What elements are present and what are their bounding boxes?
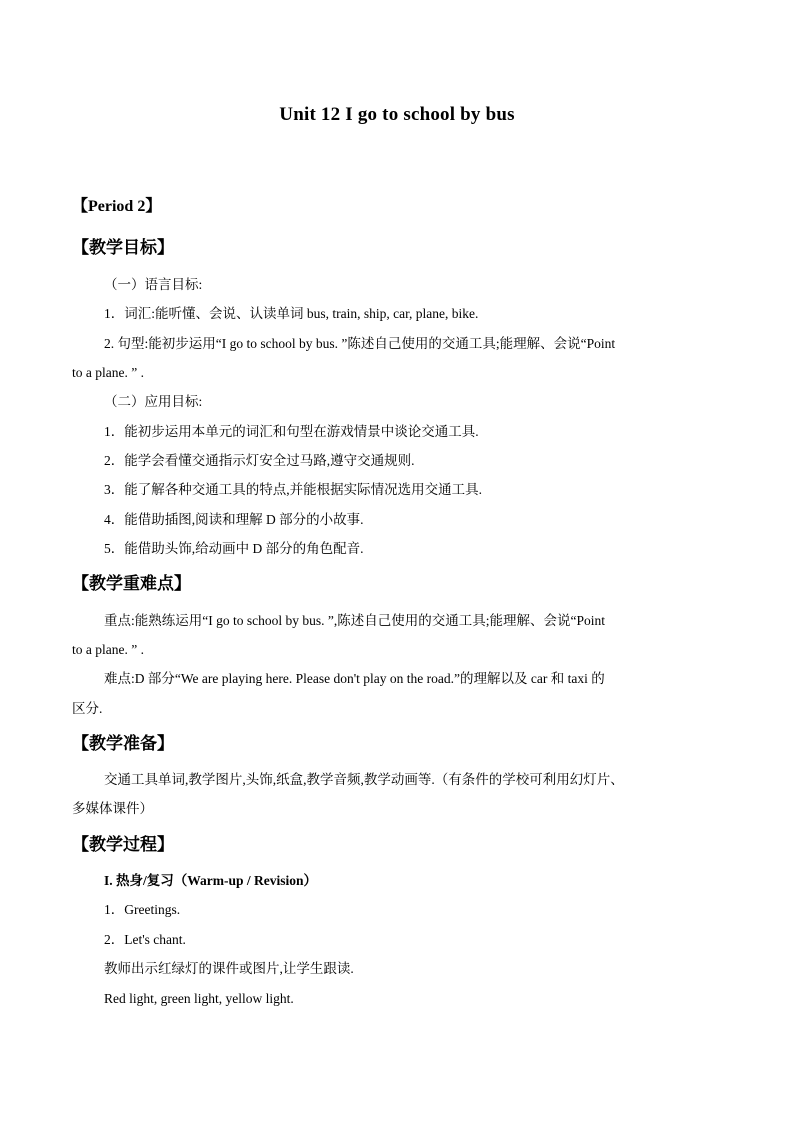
app-goal-item: 3．能了解各种交通工具的特点,并能根据实际情况选用交通工具.: [104, 482, 482, 497]
goals-heading: 【教学目标】: [72, 238, 174, 257]
lang-goal-item: 2. 句型:能初步运用“I go to school by bus. ”陈述自己使用的交通工具;能理解、会说“Point: [104, 336, 616, 351]
prep-heading: 【教学准备】: [72, 734, 174, 753]
lang-goal-item: to a plane. ” .: [72, 365, 144, 380]
period-heading: 【Period 2】: [72, 198, 162, 215]
app-goal-item: 1．能初步运用本单元的词汇和句型在游戏情景中谈论交通工具.: [104, 424, 479, 439]
key-points-heading: 【教学重难点】: [72, 574, 191, 593]
focus-line: to a plane. ” .: [72, 642, 144, 657]
lang-goals-heading: （一）语言目标:: [104, 277, 203, 292]
prep-line: 多媒体课件）: [72, 801, 153, 816]
prep-line: 交通工具单词,教学图片,头饰,纸盒,教学音频,教学动画等.（有条件的学校可利用幻灯片、: [104, 772, 624, 787]
process-item: 教师出示红绿灯的课件或图片,让学生跟读.: [104, 961, 354, 976]
process-item: Red light, green light, yellow light.: [104, 991, 294, 1006]
app-goals-heading: （二）应用目标:: [104, 394, 203, 409]
process-heading: 【教学过程】: [72, 835, 174, 854]
process-item: 1．Greetings.: [104, 902, 181, 917]
document-title: Unit 12 I go to school by bus: [279, 104, 515, 125]
process-step-heading: I. 热身/复习（Warm-up / Revision）: [104, 873, 318, 888]
app-goal-item: 5．能借助头饰,给动画中 D 部分的角色配音.: [104, 541, 364, 556]
lang-goal-item: 1．词汇:能听懂、会说、认读单词 bus, train, ship, car, plane, bike.: [104, 306, 479, 321]
difficulty-line: 区分.: [72, 701, 103, 716]
app-goal-item: 2．能学会看懂交通指示灯安全过马路,遵守交通规则.: [104, 453, 415, 468]
focus-line: 重点:能熟练运用“I go to school by bus. ”,陈述自己使用的交通工具;能理解、会说“Point: [104, 613, 605, 628]
process-item: 2．Let's chant.: [104, 932, 186, 947]
difficulty-line: 难点:D 部分“We are playing here. Please don't play on the road.”的理解以及 car 和 taxi 的: [104, 671, 605, 686]
app-goal-item: 4．能借助插图,阅读和理解 D 部分的小故事.: [104, 512, 364, 527]
